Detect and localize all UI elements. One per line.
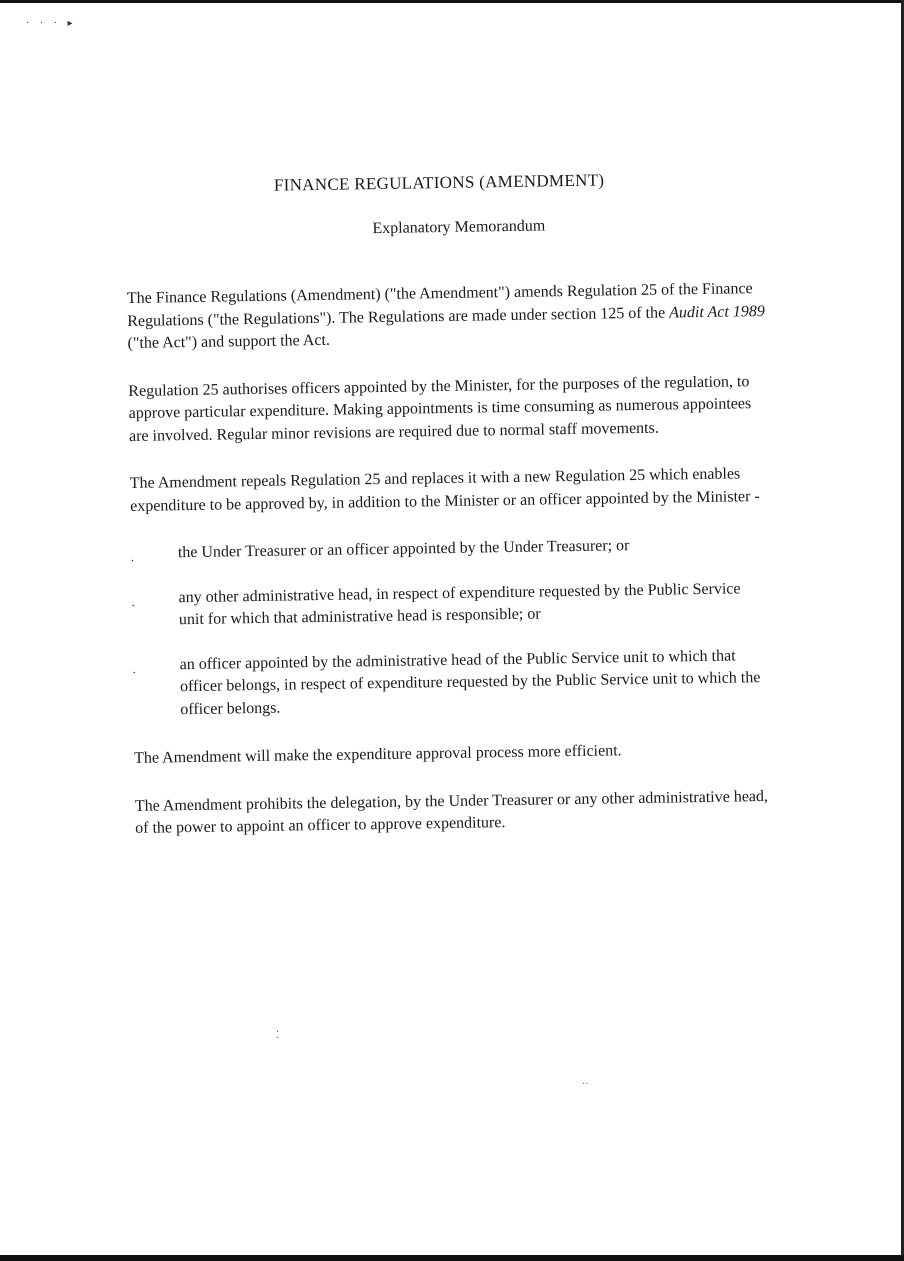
list-item-text: any other administrative head, in respect of expenditure requested by the Public Service unit for which that administrative head is responsible; or: [178, 579, 741, 629]
paragraph-regulation-25: Regulation 25 authorises officers appointed by the Minister, for the purposes of the regulation, to approve particular expenditure. Making appointments is time consuming as numerous appointees are involved. Regular minor revisions are required due to normal staff movements.: [128, 372, 752, 445]
list-item: [131, 577, 769, 632]
bullet-mark: .: [132, 661, 136, 676]
act-name: Audit Act 1989: [669, 302, 765, 321]
paragraph-text: The Finance Regulations (Amendment) ("the Amendment") amends Regulation 25 of the Finance Regulations ("the Regulations"). The Regulations are made under section 125 of the: [126, 280, 753, 330]
scan-speck: ‥: [582, 1076, 589, 1087]
document-title: FINANCE REGULATIONS (AMENDMENT): [273, 170, 605, 195]
scan-artifact-marks: · · · ▸: [26, 18, 77, 29]
document-subtitle: Explanatory Memorandum: [372, 217, 546, 238]
list-item-text: the Under Treasurer or an officer appointed by the Under Treasurer; or: [177, 537, 630, 562]
paragraph-text-tail: ("the Act") and support the Act.: [127, 331, 331, 352]
scan-speck: ⁚: [276, 1030, 280, 1041]
list-item-text: an officer appointed by the administrative head of the Public Service unit to which that officer belongs, in respect of expenditure requested by the Public Service unit to which the officer belongs.: [179, 646, 761, 718]
top-scan-border: [0, 0, 904, 3]
paragraph-efficiency: The Amendment will make the expenditure approval process more efficient.: [133, 742, 622, 767]
paragraph-delegation: The Amendment prohibits the delegation, by the Under Treasurer or any other administrative head, of the power to appoint an officer to approve expenditure.: [134, 787, 769, 837]
approver-list: [131, 533, 774, 722]
paragraph-amendment-intro: [127, 278, 768, 356]
bullet-mark: .: [130, 549, 135, 564]
memorandum-page: [125, 168, 776, 865]
list-item: [131, 533, 768, 566]
bullet-mark: .: [131, 594, 135, 609]
bottom-scan-border: [0, 1255, 904, 1261]
list-item: [132, 644, 770, 721]
paragraph-repeal: The Amendment repeals Regulation 25 and replaces it with a new Regulation 25 which enables expenditure to be approved by, in addition to the Minister or an officer appointed by the Minister -: [129, 465, 760, 515]
